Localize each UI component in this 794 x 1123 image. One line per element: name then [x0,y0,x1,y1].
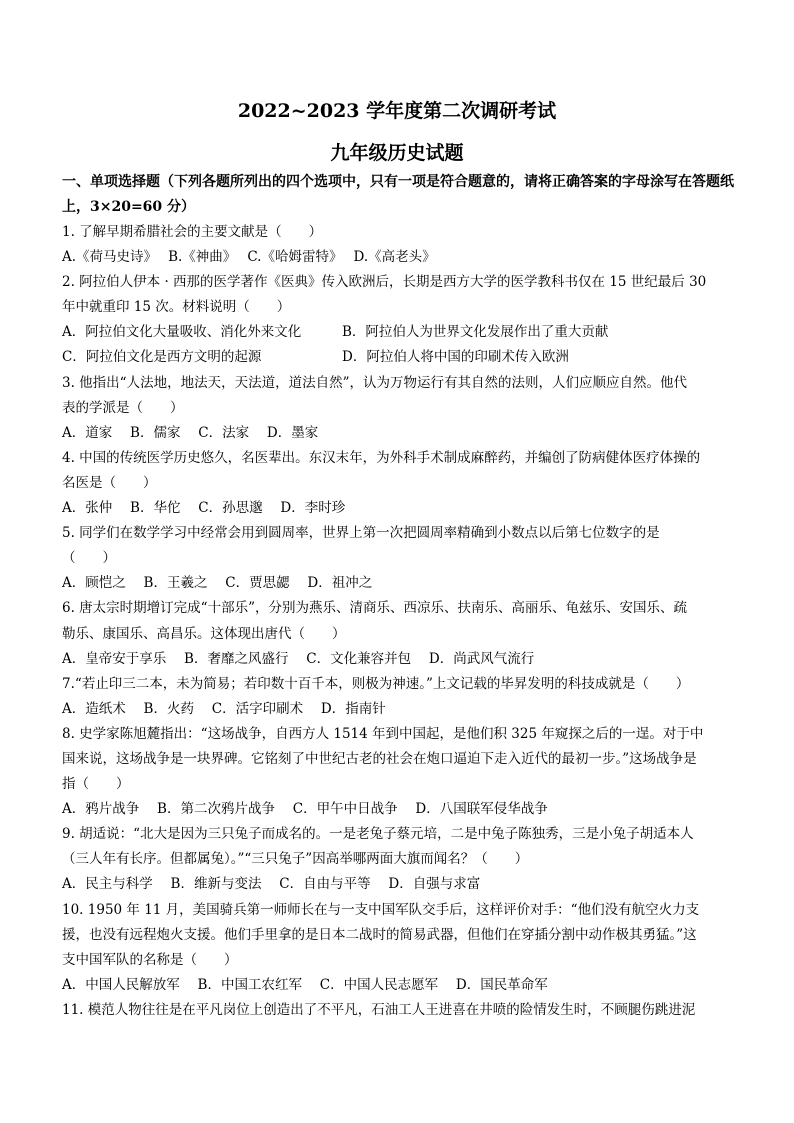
question-5-options: A．顾恺之 B．王羲之 C．贾思勰 D．祖冲之 [62,575,373,592]
section-heading: 一、单项选择题（下列各题所列出的四个选项中，只有一项是符合题意的，请将正确答案的字母涂写在答题纸上，3×20=60 分） [62,174,734,215]
question-9-stem-cont: （三人年有长序。但都属兔）。”“三只兔子”因高举哪两面大旗而闻名？（ ） [62,851,529,868]
question-7-stem: 7.“若止印三二本，未为简易；若印数十百千本，则极为神速。”上文记载的毕昇发明的科技成就是（ ） [62,675,690,692]
question-7-options: A．造纸术 B．火药 C．活字印刷术 D．指南针 [62,700,386,717]
question-4-stem-cont: 名医是（ ） [62,474,157,491]
question-6-stem-cont: 勒乐、康国乐、高昌乐。这体现出唐代（ ） [62,625,346,642]
question-list [62,220,738,1023]
question-2-option-c: C．阿拉伯文化是西方文明的起源 [62,349,262,366]
question-1-stem: 1. 了解早期希腊社会的主要文献是（ ） [62,224,323,240]
exam-subtitle: 九年级历史试题 [330,142,464,164]
question-6-stem: 6. 唐太宗时期增订完成“十部乐”，分别为燕乐、清商乐、西凉乐、扶南乐、高丽乐、龟兹乐、安国乐、疏 [62,600,687,617]
question-10-stem-cont: 援，也没有远程炮火支援。他们手里拿的是日本二战时的简易武器，但他们在穿插分割中动作极其勇猛。”这 [62,926,697,943]
question-8-options: A．鸦片战争 B．第二次鸦片战争 C．甲午中日战争 D．八国联军侵华战争 [62,801,548,818]
question-8-stem-cont: 国来说，这场战争是一块界碑。它铭刻了中世纪古老的社会在炮口逼迫下走入近代的最初一步。”这场战争是 [62,750,697,767]
question-8-stem-cont2: 指（ ） [62,776,130,793]
question-3-options: A．道家 B．儒家 C．法家 D．墨家 [62,424,319,441]
question-8-stem: 8. 史学家陈旭麓指出：“这场战争，自西方人 1514 年到中国起，是他们积 325 年窥探之后的一逞。对于中 [62,725,704,742]
question-2-option-d: D．阿拉伯人将中国的印刷术传入欧洲 [342,349,569,366]
question-3-stem: 3. 他指出“人法地，地法天，天法道，道法自然”，认为万物运行有其自然的法则，人们应顺应自然。他代 [62,374,687,391]
question-10-options: A．中国人民解放军 B．中国工农红军 C．中国人民志愿军 D．国民革命军 [62,976,548,993]
question-10-stem: 10. 1950 年 11 月，美国骑兵第一师师长在与一支中国军队交手后，这样评价对手：“他们没有航空火力支 [62,901,700,918]
question-1-options: A.《荷马史诗》 B.《神曲》 C.《哈姆雷特》 D.《高老头》 [62,249,436,266]
question-3-stem-cont: 表的学派是（ ） [62,399,184,416]
question-2-options-row2 [62,345,738,370]
question-2-options-row1 [62,320,738,345]
question-6-options: A．皇帝安于享乐 B．奢靡之风盛行 C．文化兼容并包 D．尚武风气流行 [62,650,535,667]
question-5-stem-cont: （ ） [62,550,116,567]
question-4-options: A．张仲 B．华佗 C．孙思邈 D．李时珍 [62,500,346,517]
question-2-stem: 2. 阿拉伯人伊本 · 西那的医学著作《医典》传入欧洲后，长期是西方大学的医学教科书仅在 15 世纪最后 30 [62,274,707,291]
question-11-stem: 11. 模范人物往往是在平凡岗位上创造出了不平凡，石油工人王进喜在井喷的险情发生时，不顾腿伤跳进泥 [62,1001,696,1018]
question-2-option-b: B．阿拉伯人为世界文化发展作出了重大贡献 [342,324,609,341]
question-2-option-a: A．阿拉伯文化大量吸收、消化外来文化 [62,324,302,341]
question-2-stem-cont: 年中就重印 15 次。材料说明（ ） [62,299,291,316]
question-5-stem: 5. 同学们在数学学习中经常会用到圆周率，世界上第一次把圆周率精确到小数点以后第七位数字的是 [62,525,660,542]
question-9-stem: 9. 胡适说：“北大是因为三只兔子而成名的。一是老兔子蔡元培，二是中兔子陈独秀，三是小兔子胡适本人 [62,826,694,843]
question-4-stem: 4. 中国的传统医学历史悠久，名医辈出。东汉末年，为外科手术制成麻醉药，并编创了防病健体医疗体操的 [62,449,701,466]
exam-title: 2022~2023 学年度第二次调研考试 [237,100,557,122]
question-10-stem-cont2: 支中国军队的名称是（ ） [62,951,238,968]
question-9-options: A．民主与科学 B．维新与变法 C．自由与平等 D．自强与求富 [62,876,481,893]
